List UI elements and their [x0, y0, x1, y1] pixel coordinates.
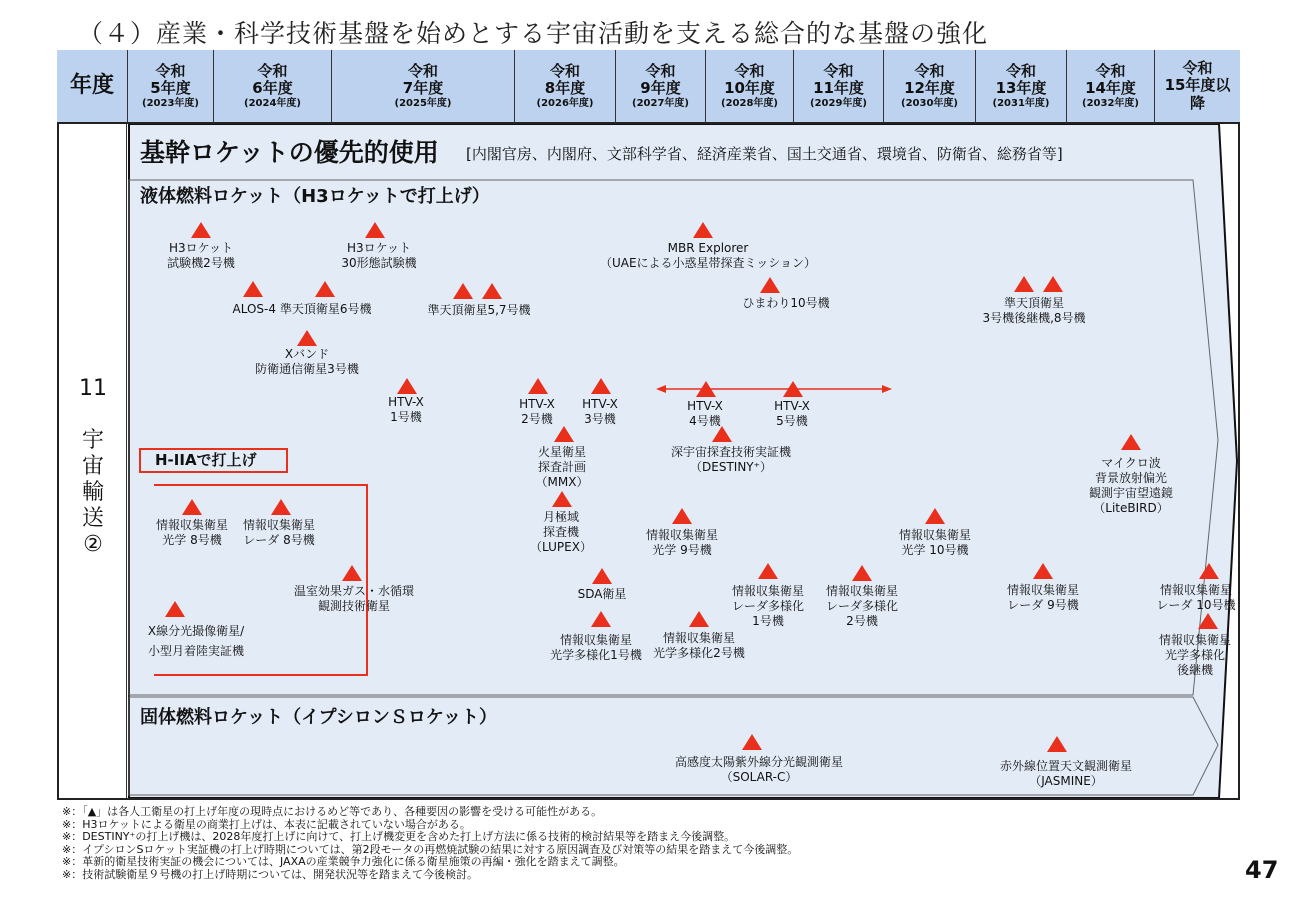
footnote: ※：革新的衛星技術実証の機会については、JAXAの産業競争力強化に係る衛星施策の再編・強化を踏まえて調整。 — [62, 855, 625, 868]
satellite-label: 準天頂衛星5,7号機 — [427, 303, 531, 317]
launch-marker-icon — [760, 277, 780, 293]
header-year: 令和 5年度 (2023年度) — [128, 50, 214, 124]
launch-marker-icon — [1121, 434, 1141, 450]
launch-marker-icon — [271, 499, 291, 515]
satellite-label: SDA衛星 — [577, 587, 627, 601]
page-number: 47 — [1245, 856, 1279, 884]
main-heading: 基幹ロケットの優先的使用 — [140, 138, 439, 167]
satellite-label: HTV-X 5号機 — [774, 399, 810, 428]
header-year: 令和 9年度 (2027年度) — [616, 50, 706, 124]
satellite-label: 温室効果ガス・水循環 観測技術衛星 — [293, 584, 415, 613]
launch-marker-icon — [591, 611, 611, 627]
satellite-label: 情報収集衛星 光学多様化 後継機 — [1158, 633, 1232, 677]
launch-marker-icon — [1033, 563, 1053, 579]
launch-marker-icon — [742, 734, 762, 750]
launch-marker-icon — [315, 281, 335, 297]
header-year: 令和 15年度以 降 — [1155, 50, 1240, 124]
satellite-label: HTV-X 2号機 — [519, 397, 555, 426]
satellite-label: 情報収集衛星 レーダ 10号機 — [1156, 583, 1236, 612]
launch-marker-icon — [552, 491, 572, 507]
satellite-label: ひまわり10号機 — [742, 296, 830, 310]
footnote: ※：イプシロンSロケット実証機の打上げ時期については、第2段モータの再燃焼試験の結果に対する原因調査及び対策等の結果を踏まえて今後調整。 — [62, 842, 799, 856]
footnote: ※：DESTINY⁺の打上げ機は、2028年度打上げに向けて、打上げ機変更を含めた打上げ方法に係る技術的検討結果等を踏まえ今後調整。 — [62, 830, 736, 843]
satellite-label: ALOS-4 準天頂衛星6号機 — [232, 302, 372, 316]
satellite-label: 情報収集衛星 レーダ 8号機 — [242, 518, 316, 547]
satellite-label: 準天頂衛星 3号機後継機,8号機 — [982, 296, 1086, 325]
launch-marker-icon — [1014, 276, 1034, 292]
launch-marker-icon — [243, 281, 263, 297]
satellite-label: HTV-X 3号機 — [582, 397, 618, 426]
header-year: 令和 6年度 (2024年度) — [214, 50, 332, 124]
launch-marker-icon — [693, 222, 713, 238]
footnote: ※：技術試験衛星９号機の打上げ時期については、開発状況等を踏まえて今後検討。 — [62, 867, 478, 881]
launch-marker-icon — [1199, 563, 1219, 579]
satellite-label: 高感度太陽紫外線分光観測衛星 （SOLAR-C） — [674, 755, 844, 784]
launch-marker-icon — [397, 378, 417, 394]
launch-marker-icon — [191, 222, 211, 238]
launch-marker-icon — [365, 222, 385, 238]
header-year: 令和 7年度 (2025年度) — [332, 50, 515, 124]
header-year: 令和 13年度 (2031年度) — [976, 50, 1067, 124]
satellite-label: 深宇宙探査技術実証機 （DESTINY⁺） — [670, 445, 792, 474]
ministries-list: [内閣官房、内閣府、文部科学省、経済産業省、国土交通省、環境省、防衛省、総務省等] — [466, 145, 1063, 163]
satellite-label: 火星衛星 探査計画 （MMX） — [535, 445, 589, 489]
launch-marker-icon — [554, 426, 574, 442]
satellite-label: H3ロケット 30形態試験機 — [341, 241, 417, 270]
satellite-label: 情報収集衛星 光学 9号機 — [645, 528, 719, 557]
launch-marker-icon — [165, 601, 185, 617]
launch-marker-icon — [528, 378, 548, 394]
h2a-label-box: H-IIAで打上げ — [139, 448, 288, 473]
launch-marker-icon — [783, 381, 803, 397]
satellite-label: 情報収集衛星 光学 8号機 — [155, 518, 229, 547]
launch-marker-icon — [1043, 276, 1063, 292]
satellite-label: 月極域 探査機 （LUPEX） — [530, 510, 592, 554]
launch-marker-icon — [925, 508, 945, 524]
header-year: 令和 14年度 (2032年度) — [1067, 50, 1155, 124]
launch-marker-icon — [591, 378, 611, 394]
satellite-label: 情報収集衛星 光学多様化2号機 — [653, 631, 745, 660]
launch-marker-icon — [696, 381, 716, 397]
launch-marker-icon — [453, 283, 473, 299]
page-title: （４）産業・科学技術基盤を始めとする宇宙活動を支える総合的な基盤の強化 — [78, 19, 989, 48]
satellite-label: 情報収集衛星 レーダ多様化 1号機 — [731, 584, 805, 628]
satellite-label: 情報収集衛星 光学多様化1号機 — [550, 633, 642, 662]
footnote: ※：「▲」は各人工衛星の打上げ年度の現時点におけるめど等であり、各種要因の影響を受ける可能性がある。 — [62, 805, 603, 818]
satellite-label: HTV-X 4号機 — [687, 399, 723, 428]
launch-marker-icon — [852, 565, 872, 581]
liquid-rocket-title: 液体燃料ロケット（H3ロケットで打上げ） — [140, 186, 490, 207]
satellite-label: 赤外線位置天文観測衛星 （JASMINE） — [999, 759, 1133, 788]
solid-rocket-title: 固体燃料ロケット（イプシロンＳロケット） — [140, 707, 497, 728]
header-nendo: 年度 — [57, 50, 128, 124]
launch-marker-icon — [672, 508, 692, 524]
satellite-label: 情報収集衛星 光学 10号機 — [898, 528, 972, 557]
satellite-label: HTV-X 1号機 — [388, 395, 424, 424]
footnote: ※：H3ロケットによる衛星の商業打上げは、本表に記載されていない場合がある。 — [62, 817, 471, 831]
header-year: 令和 8年度 (2026年度) — [515, 50, 616, 124]
launch-marker-icon — [1198, 613, 1218, 629]
launch-marker-icon — [1047, 736, 1067, 752]
row-label: 宇 宙 輸 送 ② — [81, 428, 104, 557]
row-number: 11 — [79, 376, 107, 401]
header-year: 令和 12年度 (2030年度) — [884, 50, 976, 124]
satellite-label: 情報収集衛星 レーダ 9号機 — [1006, 583, 1080, 612]
launch-marker-icon — [297, 330, 317, 346]
satellite-label: H3ロケット 試験機2号機 — [167, 241, 235, 270]
footnotes — [62, 806, 798, 881]
launch-marker-icon — [592, 568, 612, 584]
header-year: 令和 11年度 (2029年度) — [794, 50, 884, 124]
satellite-label: マイクロ波 背景放射偏光 観測宇宙望遠鏡 （LiteBIRD） — [1088, 456, 1174, 515]
launch-marker-icon — [758, 563, 778, 579]
launch-marker-icon — [689, 611, 709, 627]
satellite-label: Xバンド 防衛通信衛星3号機 — [255, 347, 359, 376]
satellite-label: X線分光撮像衛星/ 小型月着陸実証機 — [147, 624, 245, 658]
year-header — [57, 50, 1240, 124]
satellite-label: MBR Explorer （UAEによる小惑星帯探査ミッション） — [599, 241, 817, 270]
launch-marker-icon — [482, 283, 502, 299]
launch-marker-icon — [182, 499, 202, 515]
satellite-label: 情報収集衛星 レーダ多様化 2号機 — [825, 584, 899, 628]
launch-marker-icon — [342, 565, 362, 581]
header-year: 令和 10年度 (2028年度) — [706, 50, 794, 124]
